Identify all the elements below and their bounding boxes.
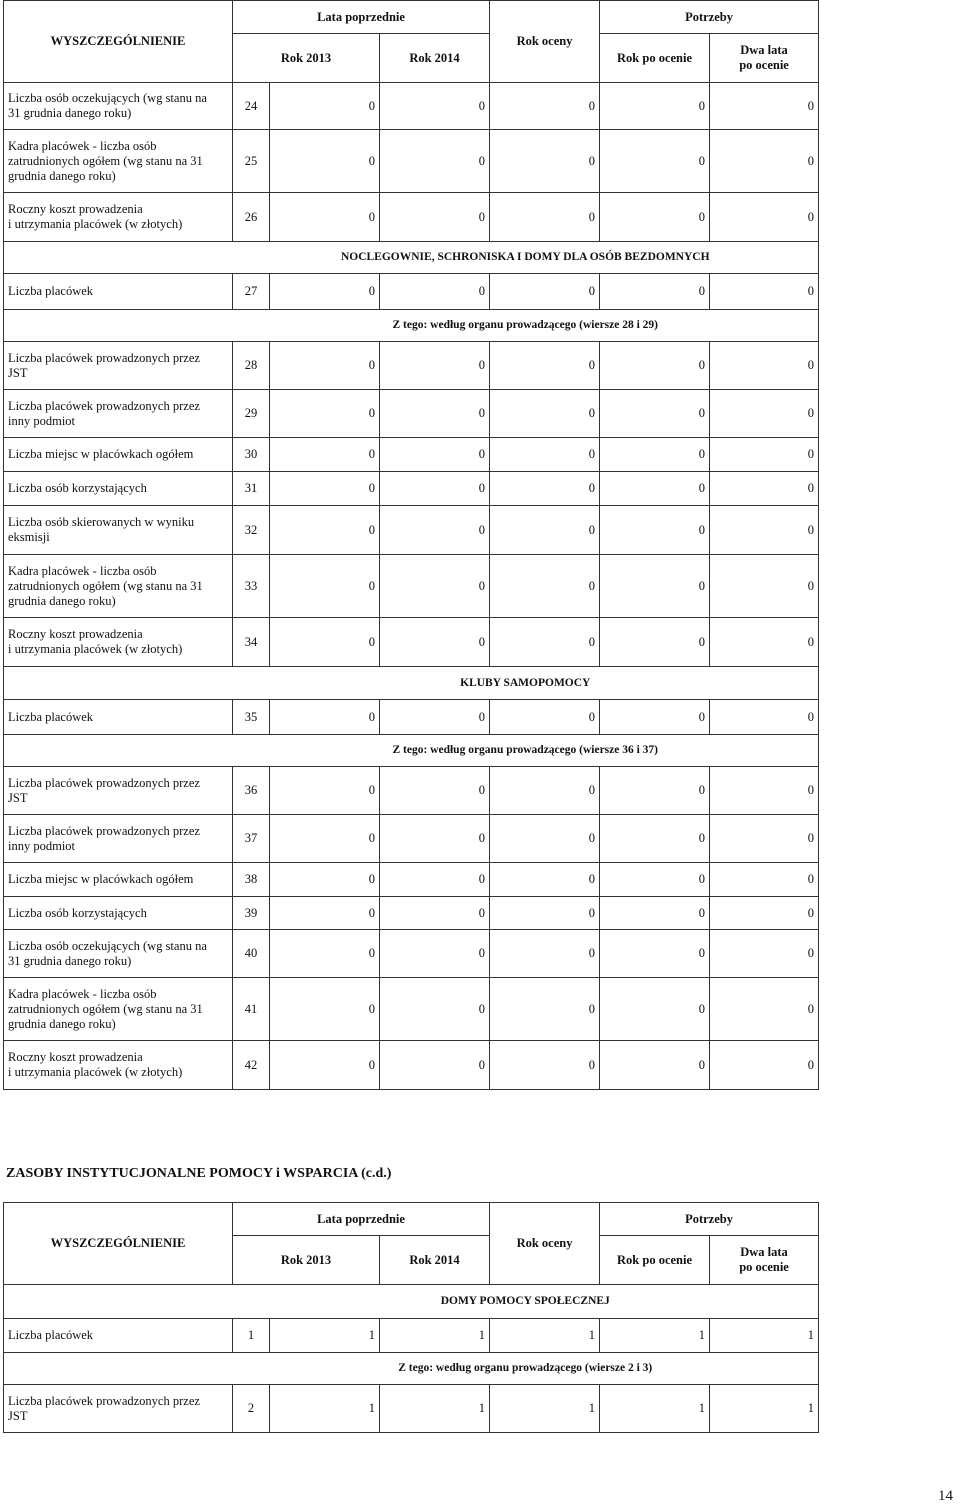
value-cell: 0 — [710, 815, 819, 863]
row-description: Roczny koszt prowadzenia i utrzymania placówek (w złotych) — [4, 618, 233, 667]
value-cell: 0 — [270, 700, 380, 735]
value-cell: 0 — [710, 274, 819, 310]
value-cell: 0 — [710, 863, 819, 897]
value-cell: 0 — [600, 1041, 710, 1090]
value-cell: 0 — [380, 390, 490, 438]
header-dwa-lata: Dwa lata po ocenie — [710, 34, 819, 83]
header-rok-2013: Rok 2013 — [233, 34, 380, 83]
table-row — [4, 863, 819, 897]
row-description: Liczba osób korzystających — [4, 897, 233, 930]
value-cell: 0 — [270, 193, 380, 242]
value-cell: 0 — [490, 130, 600, 193]
value-cell: 0 — [710, 767, 819, 815]
row-description: Liczba osób skierowanych w wyniku eksmisji — [4, 506, 233, 555]
table-row — [4, 978, 819, 1041]
value-cell: 1 — [710, 1385, 819, 1433]
value-cell: 1 — [600, 1319, 710, 1353]
value-cell: 1 — [270, 1319, 380, 1353]
value-cell: 0 — [710, 130, 819, 193]
value-cell: 0 — [490, 1041, 600, 1090]
value-cell: 0 — [600, 700, 710, 735]
row-number: 24 — [233, 83, 270, 130]
row-number: 42 — [233, 1041, 270, 1090]
value-cell: 0 — [380, 555, 490, 618]
value-cell: 0 — [270, 130, 380, 193]
value-cell: 0 — [270, 618, 380, 667]
row-number: 28 — [233, 342, 270, 390]
value-cell: 0 — [490, 700, 600, 735]
value-cell: 0 — [380, 472, 490, 506]
header-wyszczegolnienie: WYSZCZEGÓLNIENIE — [4, 1203, 233, 1285]
value-cell: 0 — [600, 390, 710, 438]
table-row — [4, 700, 819, 735]
value-cell: 0 — [380, 930, 490, 978]
row-number: 41 — [233, 978, 270, 1041]
row-number: 34 — [233, 618, 270, 667]
value-cell: 0 — [490, 274, 600, 310]
value-cell: 0 — [710, 390, 819, 438]
value-cell: 0 — [490, 342, 600, 390]
row-description: Kadra placówek - liczba osób zatrudnionych ogółem (wg stanu na 31 grudnia danego roku) — [4, 978, 233, 1041]
value-cell: 0 — [710, 700, 819, 735]
row-description: Liczba osób oczekujących (wg stanu na 31 grudnia danego roku) — [4, 83, 233, 130]
value-cell: 0 — [380, 130, 490, 193]
value-cell: 0 — [270, 83, 380, 130]
value-cell: 0 — [600, 863, 710, 897]
page-number: 14 — [938, 1488, 953, 1504]
value-cell: 1 — [490, 1385, 600, 1433]
value-cell: 0 — [600, 472, 710, 506]
table-row — [4, 390, 819, 438]
value-cell: 0 — [270, 342, 380, 390]
header-rok-oceny: Rok oceny — [490, 1203, 600, 1285]
value-cell: 1 — [600, 1385, 710, 1433]
row-number: 36 — [233, 767, 270, 815]
table-row — [4, 83, 819, 130]
table-row — [4, 1041, 819, 1090]
value-cell: 0 — [270, 815, 380, 863]
header-rok-oceny: Rok oceny — [490, 1, 600, 83]
table-row — [4, 193, 819, 242]
value-cell: 0 — [490, 390, 600, 438]
value-cell: 0 — [490, 438, 600, 472]
value-cell: 0 — [380, 700, 490, 735]
row-number: 25 — [233, 130, 270, 193]
value-cell: 0 — [380, 767, 490, 815]
value-cell: 0 — [490, 555, 600, 618]
value-cell: 0 — [270, 438, 380, 472]
value-cell: 0 — [600, 555, 710, 618]
row-number: 35 — [233, 700, 270, 735]
row-number: 27 — [233, 274, 270, 310]
table-row — [4, 767, 819, 815]
subheading-organ: Z tego: według organu prowadzącego (wiersze 28 i 29) — [233, 310, 819, 342]
table-continued — [3, 1202, 819, 1433]
row-description: Liczba placówek prowadzonych przez inny podmiot — [4, 815, 233, 863]
value-cell: 0 — [270, 897, 380, 930]
section-heading-domy: DOMY POMOCY SPOŁECZNEJ — [233, 1285, 819, 1319]
value-cell: 0 — [270, 274, 380, 310]
value-cell: 0 — [270, 930, 380, 978]
value-cell: 0 — [600, 193, 710, 242]
value-cell: 0 — [600, 506, 710, 555]
section-heading-noclegownie: NOCLEGOWNIE, SCHRONISKA I DOMY DLA OSÓB BEZDOMNYCH — [233, 242, 819, 274]
row-number: 2 — [233, 1385, 270, 1433]
header-rok-po-ocenie: Rok po ocenie — [600, 34, 710, 83]
row-description: Liczba placówek prowadzonych przez JST — [4, 1385, 233, 1433]
row-number: 29 — [233, 390, 270, 438]
value-cell: 0 — [600, 930, 710, 978]
row-number: 1 — [233, 1319, 270, 1353]
table-row — [4, 1385, 819, 1433]
value-cell: 0 — [490, 618, 600, 667]
table-row — [4, 1319, 819, 1353]
row-number: 32 — [233, 506, 270, 555]
header-rok-po-ocenie: Rok po ocenie — [600, 1236, 710, 1285]
value-cell: 0 — [600, 897, 710, 930]
value-cell: 0 — [600, 130, 710, 193]
value-cell: 0 — [710, 897, 819, 930]
value-cell: 0 — [380, 1041, 490, 1090]
row-description: Roczny koszt prowadzenia i utrzymania placówek (w złotych) — [4, 193, 233, 242]
value-cell: 0 — [490, 472, 600, 506]
value-cell: 0 — [270, 472, 380, 506]
value-cell: 0 — [710, 438, 819, 472]
header-lata-poprzednie: Lata poprzednie — [233, 1203, 490, 1236]
value-cell: 0 — [380, 274, 490, 310]
table-row — [4, 618, 819, 667]
header-wyszczegolnienie: WYSZCZEGÓLNIENIE — [4, 1, 233, 83]
section-heading-kluby: KLUBY SAMOPOMOCY — [233, 667, 819, 700]
value-cell: 0 — [710, 618, 819, 667]
table-row — [4, 555, 819, 618]
table-row — [4, 438, 819, 472]
value-cell: 0 — [600, 83, 710, 130]
value-cell: 0 — [710, 930, 819, 978]
header-potrzeby: Potrzeby — [600, 1203, 819, 1236]
row-description: Liczba placówek — [4, 700, 233, 735]
table-row — [4, 897, 819, 930]
value-cell: 0 — [600, 342, 710, 390]
value-cell: 0 — [270, 767, 380, 815]
value-cell: 1 — [270, 1385, 380, 1433]
value-cell: 1 — [380, 1385, 490, 1433]
value-cell: 0 — [490, 863, 600, 897]
value-cell: 0 — [270, 390, 380, 438]
row-description: Liczba osób oczekujących (wg stanu na 31 grudnia danego roku) — [4, 930, 233, 978]
value-cell: 0 — [710, 506, 819, 555]
row-description: Liczba osób korzystających — [4, 472, 233, 506]
header-rok-2013: Rok 2013 — [233, 1236, 380, 1285]
row-number: 31 — [233, 472, 270, 506]
table-row — [4, 274, 819, 310]
value-cell: 0 — [710, 342, 819, 390]
value-cell: 0 — [270, 555, 380, 618]
value-cell: 0 — [380, 342, 490, 390]
value-cell: 0 — [490, 815, 600, 863]
value-cell: 0 — [270, 978, 380, 1041]
table-row — [4, 930, 819, 978]
row-number: 38 — [233, 863, 270, 897]
value-cell: 0 — [380, 815, 490, 863]
value-cell: 0 — [490, 978, 600, 1041]
table-row — [4, 472, 819, 506]
value-cell: 0 — [710, 978, 819, 1041]
row-description: Liczba placówek prowadzonych przez JST — [4, 342, 233, 390]
row-description: Kadra placówek - liczba osób zatrudnionych ogółem (wg stanu na 31 grudnia danego roku) — [4, 555, 233, 618]
row-number: 33 — [233, 555, 270, 618]
value-cell: 0 — [490, 193, 600, 242]
table-row — [4, 130, 819, 193]
value-cell: 0 — [270, 506, 380, 555]
value-cell: 0 — [600, 438, 710, 472]
header-rok-2014: Rok 2014 — [380, 1236, 490, 1285]
table-main — [3, 0, 819, 1090]
value-cell: 0 — [710, 555, 819, 618]
table-row — [4, 506, 819, 555]
value-cell: 0 — [490, 897, 600, 930]
row-description: Kadra placówek - liczba osób zatrudnionych ogółem (wg stanu na 31 grudnia danego roku) — [4, 130, 233, 193]
row-number: 39 — [233, 897, 270, 930]
header-rok-2014: Rok 2014 — [380, 34, 490, 83]
value-cell: 0 — [600, 767, 710, 815]
value-cell: 0 — [380, 863, 490, 897]
value-cell: 0 — [710, 193, 819, 242]
row-description: Liczba placówek — [4, 274, 233, 310]
value-cell: 0 — [490, 930, 600, 978]
row-number: 26 — [233, 193, 270, 242]
header-potrzeby: Potrzeby — [600, 1, 819, 34]
value-cell: 0 — [380, 506, 490, 555]
value-cell: 0 — [380, 193, 490, 242]
value-cell: 0 — [490, 767, 600, 815]
row-number: 30 — [233, 438, 270, 472]
value-cell: 0 — [600, 978, 710, 1041]
section-title: ZASOBY INSTYTUCJONALNE POMOCY i WSPARCIA (c.d.) — [6, 1166, 392, 1181]
value-cell: 0 — [710, 1041, 819, 1090]
value-cell: 1 — [490, 1319, 600, 1353]
row-description: Liczba placówek prowadzonych przez inny podmiot — [4, 390, 233, 438]
value-cell: 0 — [600, 815, 710, 863]
value-cell: 0 — [600, 274, 710, 310]
subheading-organ: Z tego: według organu prowadzącego (wiersze 2 i 3) — [233, 1353, 819, 1385]
row-description: Liczba placówek — [4, 1319, 233, 1353]
value-cell: 0 — [710, 83, 819, 130]
value-cell: 0 — [270, 863, 380, 897]
row-number: 37 — [233, 815, 270, 863]
value-cell: 0 — [380, 438, 490, 472]
row-description: Liczba miejsc w placówkach ogółem — [4, 863, 233, 897]
row-description: Liczba placówek prowadzonych przez JST — [4, 767, 233, 815]
value-cell: 1 — [710, 1319, 819, 1353]
value-cell: 0 — [270, 1041, 380, 1090]
subheading-organ: Z tego: według organu prowadzącego (wiersze 36 i 37) — [233, 735, 819, 767]
value-cell: 0 — [380, 978, 490, 1041]
row-description: Liczba miejsc w placówkach ogółem — [4, 438, 233, 472]
value-cell: 0 — [380, 618, 490, 667]
table-row — [4, 815, 819, 863]
header-dwa-lata: Dwa lata po ocenie — [710, 1236, 819, 1285]
value-cell: 1 — [380, 1319, 490, 1353]
value-cell: 0 — [490, 506, 600, 555]
value-cell: 0 — [600, 618, 710, 667]
table-row — [4, 342, 819, 390]
value-cell: 0 — [380, 897, 490, 930]
value-cell: 0 — [710, 472, 819, 506]
value-cell: 0 — [490, 83, 600, 130]
value-cell: 0 — [380, 83, 490, 130]
row-description: Roczny koszt prowadzenia i utrzymania placówek (w złotych) — [4, 1041, 233, 1090]
header-lata-poprzednie: Lata poprzednie — [233, 1, 490, 34]
row-number: 40 — [233, 930, 270, 978]
